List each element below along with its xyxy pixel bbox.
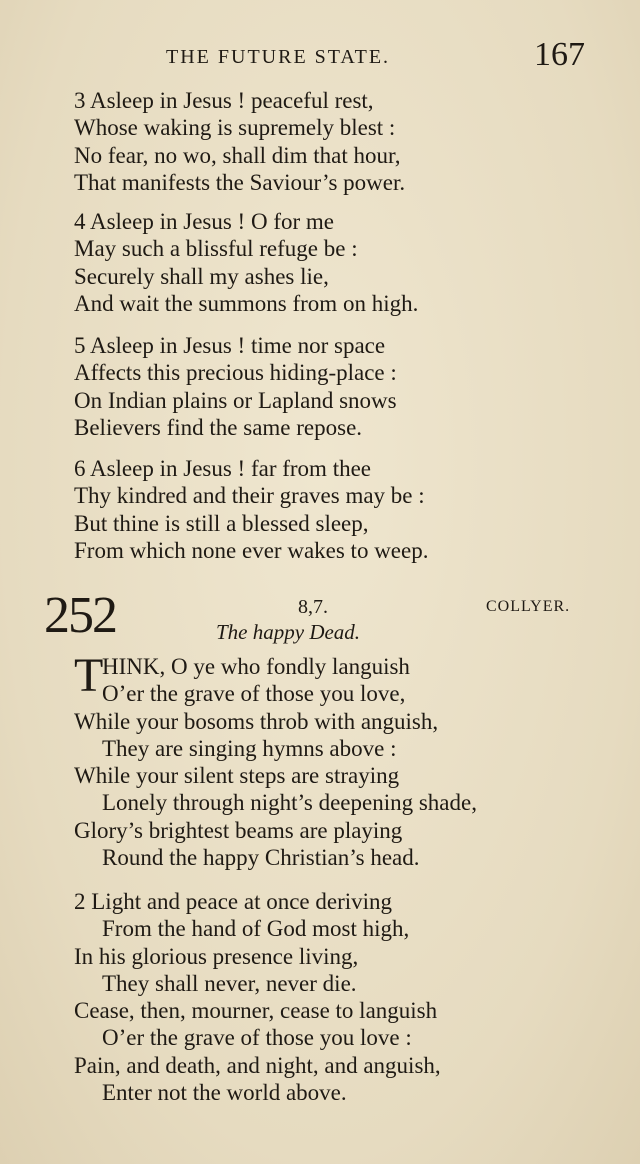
verse-line: Thy kindred and their graves may be : — [74, 483, 425, 509]
verse-line: Pain, and death, and night, and anguish, — [74, 1052, 441, 1078]
verse-line: While your bosoms throb with anguish, — [74, 708, 439, 734]
verse-line: From which none ever wakes to weep. — [74, 537, 429, 563]
verse-line: In his glorious presence living, — [74, 943, 359, 969]
verse-line: O’er the grave of those you love : — [102, 1025, 412, 1051]
stanza-3 — [74, 87, 614, 196]
verse-line: Affects this precious hiding-place : — [74, 360, 397, 386]
verse-line: 2 Light and peace at once deriving — [74, 889, 393, 914]
verse-line: Lonely through night’s deepening shade, — [102, 790, 477, 816]
verse-line: Cease, then, mourner, cease to languish — [74, 998, 438, 1024]
verse-line: O’er the grave of those you love, — [102, 681, 406, 707]
stanza-6 — [74, 455, 614, 564]
verse-line: No fear, no wo, shall dim that hour, — [74, 142, 401, 168]
verse-line: May such a blissful refuge be : — [74, 236, 358, 262]
verse-line: Glory’s brightest beams are playing — [74, 817, 403, 843]
verse-line: They are singing hymns above : — [102, 735, 397, 761]
verse-line: 4 Asleep in Jesus ! O for me — [74, 209, 334, 234]
verse-line: From the hand of God most high, — [102, 916, 410, 942]
verse-line: Believers find the same repose. — [74, 414, 363, 440]
verse-line: Round the happy Christian’s head. — [102, 845, 420, 871]
verse-line-first: HINK, O ye who fondly languish — [102, 654, 410, 679]
verse-line: But thine is still a blessed sleep, — [74, 510, 369, 536]
hymn-number: 252 — [44, 587, 116, 644]
stanza-5 — [74, 332, 614, 441]
verse-line: And wait the summons from on high. — [74, 290, 419, 316]
running-title: THE FUTURE STATE. — [166, 46, 391, 68]
hymn-stanza-1 — [74, 649, 614, 871]
hymn-author: COLLYER. — [486, 598, 571, 615]
drop-cap: T — [74, 649, 104, 702]
verse-line: Enter not the world above. — [102, 1080, 347, 1106]
verse-line: While your silent steps are straying — [74, 763, 400, 789]
hymn-header — [0, 587, 640, 652]
hymn-stanza-2 — [74, 888, 614, 1106]
dropcap-block — [74, 649, 614, 708]
verse-line: Securely shall my ashes lie, — [74, 263, 329, 289]
running-head — [0, 36, 640, 80]
verse-line: Whose waking is supremely blest : — [74, 115, 396, 141]
verse-line: They shall never, never die. — [102, 970, 357, 996]
hymn-title: The happy Dead. — [216, 620, 361, 644]
verse-line: 6 Asleep in Jesus ! far from thee — [74, 456, 372, 481]
verse-line: 5 Asleep in Jesus ! time nor space — [74, 333, 386, 358]
verse-line: On Indian plains or Lapland snows — [74, 387, 397, 413]
page-number: 167 — [534, 36, 585, 73]
verse-line: That manifests the Saviour’s power. — [74, 169, 406, 195]
stanza-4 — [74, 208, 614, 317]
verse-line: 3 Asleep in Jesus ! peaceful rest, — [74, 88, 374, 113]
hymn-meter: 8,7. — [298, 596, 328, 618]
